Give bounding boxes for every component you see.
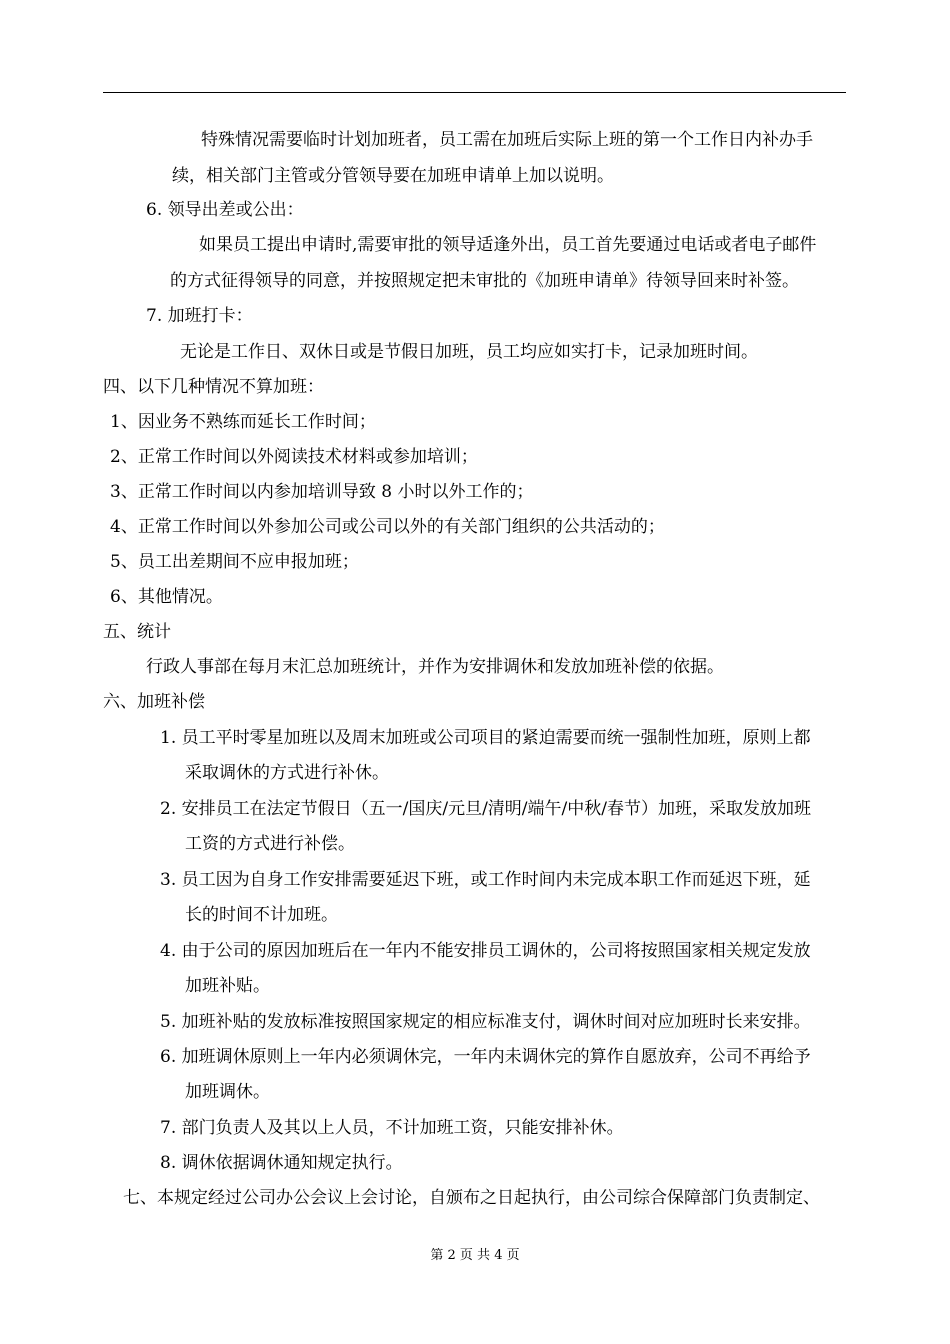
list-item: 2、正常工作时间以外阅读技术材料或参加培训； <box>110 447 478 467</box>
list-item: 6. 领导出差或公出： <box>146 200 304 220</box>
text-line: 加班调休。 <box>185 1082 270 1102</box>
list-item: 3、正常工作时间以内参加培训导致 8 小时以外工作的； <box>110 482 534 502</box>
section-heading: 七、本规定经过公司办公会议上会讨论，自颁布之日起执行，由公司综合保障部门负责制定、 <box>123 1188 820 1208</box>
list-item: 2. 安排员工在法定节假日（五一/国庆/元旦/清明/端午/中秋/春节）加班，采取发放加班 <box>160 799 811 819</box>
text-line: 的方式征得领导的同意，并按照规定把未审批的《加班申请单》待领导回来时补签。 <box>170 271 799 291</box>
text-line: 续，相关部门主管或分管领导要在加班申请单上加以说明。 <box>172 166 614 186</box>
list-item: 8. 调休依据调休通知规定执行。 <box>160 1153 403 1173</box>
list-item: 6. 加班调休原则上一年内必须调休完，一年内未调休完的算作自愿放弃，公司不再给予 <box>160 1047 811 1067</box>
text-line: 加班补贴。 <box>185 976 270 996</box>
section-heading: 四、以下几种情况不算加班： <box>103 377 324 397</box>
list-item: 6、其他情况。 <box>110 587 223 607</box>
text-line: 采取调休的方式进行补休。 <box>185 763 389 783</box>
list-item: 7. 加班打卡： <box>146 306 253 326</box>
text-line: 工资的方式进行补偿。 <box>185 834 355 854</box>
list-item: 4、正常工作时间以外参加公司或公司以外的有关部门组织的公共活动的； <box>110 517 665 537</box>
list-item: 1. 员工平时零星加班以及周末加班或公司项目的紧迫需要而统一强制性加班，原则上都 <box>160 728 811 748</box>
text-line: 如果员工提出申请时,需要审批的领导适逢外出，员工首先要通过电话或者电子邮件 <box>199 235 817 255</box>
list-item: 4. 由于公司的原因加班后在一年内不能安排员工调休的，公司将按照国家相关规定发放 <box>160 941 811 961</box>
list-item: 5、员工出差期间不应申报加班； <box>110 552 359 572</box>
text-line: 行政人事部在每月末汇总加班统计，并作为安排调休和发放加班补偿的依据。 <box>146 657 724 677</box>
list-item: 3. 员工因为自身工作安排需要延迟下班，或工作时间内未完成本职工作而延迟下班，延 <box>160 870 811 890</box>
text-line: 无论是工作日、双休日或是节假日加班，员工均应如实打卡，记录加班时间。 <box>180 342 758 362</box>
header-rule <box>103 92 846 93</box>
section-heading: 六、加班补偿 <box>103 692 205 712</box>
list-item: 1、因业务不熟练而延长工作时间； <box>110 412 376 432</box>
text-line: 长的时间不计加班。 <box>185 905 338 925</box>
section-heading: 五、统计 <box>103 622 171 642</box>
page-footer: 第 2 页 共 4 页 <box>430 1248 520 1263</box>
list-item: 5. 加班补贴的发放标准按照国家规定的相应标准支付，调休时间对应加班时长来安排。 <box>160 1012 811 1032</box>
list-item: 7. 部门负责人及其以上人员，不计加班工资，只能安排补休。 <box>160 1118 624 1138</box>
text-line: 特殊情况需要临时计划加班者，员工需在加班后实际上班的第一个工作日内补办手 <box>201 130 813 150</box>
